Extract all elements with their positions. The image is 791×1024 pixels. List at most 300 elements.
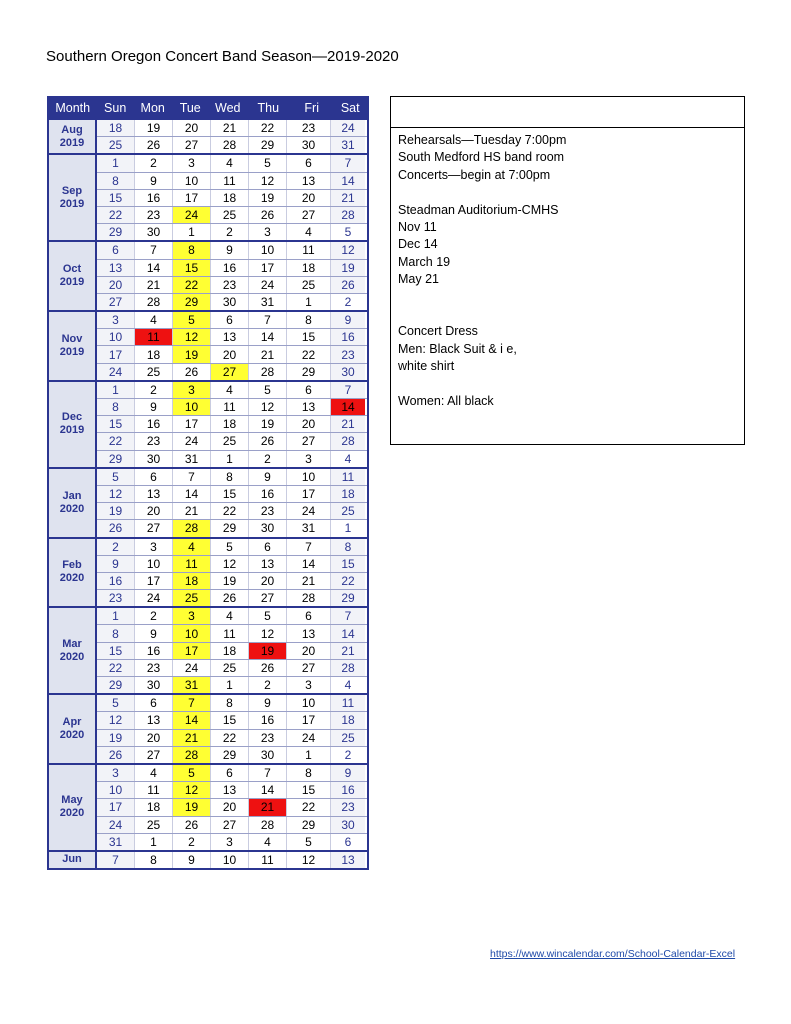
header-fri: Fri [304, 101, 319, 115]
calendar-header [49, 98, 367, 118]
week-row [97, 485, 367, 502]
day-cell: 25 [97, 137, 135, 153]
header-month: Month [55, 101, 91, 115]
day-cell: 28 [173, 747, 211, 763]
day-cell: 9 [135, 173, 173, 189]
day-cell: 10 [211, 852, 249, 868]
week-row [97, 432, 367, 449]
day-cell: 10 [97, 782, 135, 798]
day-cell: 2 [249, 451, 287, 467]
day-cell: 25 [211, 660, 249, 676]
day-cell: 27 [211, 364, 249, 380]
month-block [49, 467, 367, 537]
wincalendar-link[interactable]: https://www.wincalendar.com/School-Calendar-Excel [490, 948, 736, 960]
day-cell: 27 [97, 294, 135, 310]
day-cell: 30 [135, 451, 173, 467]
day-cell: 2 [331, 294, 365, 310]
week-row [97, 189, 367, 206]
day-cell: 7 [173, 469, 211, 485]
day-cell: 6 [287, 155, 331, 171]
month-block [49, 850, 367, 868]
week-row [97, 155, 367, 171]
day-cell: 28 [331, 660, 365, 676]
day-cell: 22 [287, 799, 331, 815]
day-cell: 22 [211, 730, 249, 746]
week-row [97, 398, 367, 415]
day-cell: 17 [249, 260, 287, 276]
week-row [97, 206, 367, 223]
day-cell: 17 [173, 416, 211, 432]
day-cell: 7 [173, 695, 211, 711]
day-cell: 10 [287, 695, 331, 711]
day-cell: 28 [135, 294, 173, 310]
day-cell: 22 [331, 573, 365, 589]
month-block [49, 763, 367, 850]
day-cell: 14 [331, 399, 365, 415]
day-cell: 29 [97, 224, 135, 240]
day-cell: 8 [97, 173, 135, 189]
info-box-header [391, 97, 744, 128]
day-cell: 6 [97, 242, 135, 258]
day-cell: 11 [331, 695, 365, 711]
day-cell: 7 [97, 852, 135, 868]
day-cell: 31 [173, 451, 211, 467]
day-cell: 7 [249, 765, 287, 781]
header-sat: Sat [340, 101, 360, 115]
day-cell: 20 [249, 573, 287, 589]
day-cell: 23 [135, 433, 173, 449]
day-cell: 26 [135, 137, 173, 153]
month-label: Jan 2020 [49, 469, 97, 537]
day-cell: 8 [331, 539, 365, 555]
day-cell: 15 [331, 556, 365, 572]
week-row [97, 276, 367, 293]
month-label: May 2020 [49, 765, 97, 850]
day-cell: 26 [249, 433, 287, 449]
day-cell: 14 [287, 556, 331, 572]
day-cell: 18 [135, 346, 173, 362]
day-cell: 17 [287, 486, 331, 502]
day-cell: 18 [173, 573, 211, 589]
day-cell: 23 [211, 277, 249, 293]
week-row [97, 695, 367, 711]
day-cell: 28 [249, 817, 287, 833]
month-block [49, 693, 367, 763]
day-cell: 20 [135, 503, 173, 519]
day-cell: 23 [331, 799, 365, 815]
week-row [97, 624, 367, 641]
day-cell: 24 [173, 433, 211, 449]
week-row [97, 382, 367, 398]
day-cell: 19 [211, 573, 249, 589]
day-cell: 29 [97, 677, 135, 693]
day-cell: 11 [211, 173, 249, 189]
day-cell: 15 [287, 329, 331, 345]
day-cell: 31 [173, 677, 211, 693]
week-row [97, 223, 367, 240]
day-cell: 15 [97, 190, 135, 206]
day-cell: 22 [211, 503, 249, 519]
day-cell: 21 [173, 503, 211, 519]
day-cell: 9 [249, 695, 287, 711]
day-cell: 20 [173, 120, 211, 136]
day-cell: 24 [173, 207, 211, 223]
month-label: Oct 2019 [49, 242, 97, 310]
day-cell: 23 [249, 503, 287, 519]
day-cell: 25 [173, 590, 211, 606]
day-cell: 11 [287, 242, 331, 258]
day-cell: 4 [211, 382, 249, 398]
month-label: Aug 2019 [49, 120, 97, 153]
day-cell: 10 [173, 399, 211, 415]
month-label: Nov 2019 [49, 312, 97, 380]
day-cell: 4 [331, 677, 365, 693]
day-cell: 5 [287, 834, 331, 850]
day-cell: 11 [135, 782, 173, 798]
day-cell: 8 [97, 399, 135, 415]
day-cell: 3 [97, 312, 135, 328]
day-cell: 31 [97, 834, 135, 850]
week-row [97, 729, 367, 746]
day-cell: 30 [249, 747, 287, 763]
day-cell: 19 [249, 643, 287, 659]
day-cell: 29 [173, 294, 211, 310]
day-cell: 18 [97, 120, 135, 136]
day-cell: 25 [287, 277, 331, 293]
day-cell: 13 [97, 260, 135, 276]
day-cell: 9 [135, 625, 173, 641]
day-cell: 26 [97, 520, 135, 536]
info-line: Concert Dress [398, 324, 478, 339]
info-line: May 21 [398, 272, 439, 287]
day-cell: 2 [135, 382, 173, 398]
day-cell: 27 [173, 137, 211, 153]
day-cell: 8 [211, 695, 249, 711]
day-cell: 23 [287, 120, 331, 136]
day-cell: 19 [331, 260, 365, 276]
day-cell: 26 [331, 277, 365, 293]
day-cell: 12 [173, 782, 211, 798]
week-row [97, 816, 367, 833]
day-cell: 21 [249, 346, 287, 362]
day-cell: 18 [211, 416, 249, 432]
month-block [49, 310, 367, 380]
header-tue: Tue [179, 101, 201, 115]
week-row [97, 345, 367, 362]
day-cell: 6 [135, 695, 173, 711]
day-cell: 4 [173, 539, 211, 555]
week-row [97, 711, 367, 728]
day-cell: 12 [97, 486, 135, 502]
day-cell: 1 [287, 294, 331, 310]
day-cell: 16 [211, 260, 249, 276]
info-line: Concerts—begin at 7:00pm [398, 167, 551, 182]
day-cell: 24 [173, 660, 211, 676]
day-cell: 2 [135, 155, 173, 171]
day-cell: 23 [135, 207, 173, 223]
day-cell: 14 [331, 625, 365, 641]
day-cell: 14 [173, 712, 211, 728]
season-calendar [47, 96, 369, 870]
day-cell: 17 [173, 190, 211, 206]
day-cell: 16 [331, 782, 365, 798]
info-line: white shirt [398, 359, 455, 374]
day-cell: 14 [135, 260, 173, 276]
day-cell: 7 [331, 382, 365, 398]
day-cell: 10 [249, 242, 287, 258]
day-cell: 8 [287, 312, 331, 328]
day-cell: 3 [173, 155, 211, 171]
day-cell: 21 [287, 573, 331, 589]
day-cell: 22 [287, 346, 331, 362]
day-cell: 5 [97, 469, 135, 485]
day-cell: 23 [97, 590, 135, 606]
day-cell: 9 [173, 852, 211, 868]
day-cell: 9 [97, 556, 135, 572]
day-cell: 1 [211, 677, 249, 693]
day-cell: 11 [331, 469, 365, 485]
day-cell: 18 [211, 190, 249, 206]
day-cell: 30 [211, 294, 249, 310]
day-cell: 9 [249, 469, 287, 485]
info-line: Women: All black [398, 394, 494, 409]
day-cell: 4 [249, 834, 287, 850]
day-cell: 26 [211, 590, 249, 606]
day-cell: 23 [249, 730, 287, 746]
day-cell: 15 [97, 416, 135, 432]
day-cell: 11 [211, 399, 249, 415]
day-cell: 4 [211, 155, 249, 171]
day-cell: 29 [211, 747, 249, 763]
week-row [97, 659, 367, 676]
day-cell: 20 [211, 799, 249, 815]
day-cell: 1 [135, 834, 173, 850]
day-cell: 16 [249, 486, 287, 502]
day-cell: 21 [249, 799, 287, 815]
info-line [398, 376, 744, 393]
day-cell: 27 [135, 520, 173, 536]
day-cell: 6 [249, 539, 287, 555]
day-cell: 24 [249, 277, 287, 293]
day-cell: 3 [173, 382, 211, 398]
day-cell: 28 [211, 137, 249, 153]
day-cell: 22 [249, 120, 287, 136]
day-cell: 16 [135, 190, 173, 206]
day-cell: 8 [135, 852, 173, 868]
day-cell: 9 [211, 242, 249, 258]
day-cell: 29 [97, 451, 135, 467]
day-cell: 12 [211, 556, 249, 572]
week-row [97, 572, 367, 589]
day-cell: 1 [97, 382, 135, 398]
month-block [49, 606, 367, 693]
day-cell: 26 [173, 817, 211, 833]
day-cell: 17 [97, 799, 135, 815]
day-cell: 5 [211, 539, 249, 555]
day-cell: 22 [97, 433, 135, 449]
week-row [97, 259, 367, 276]
day-cell: 5 [331, 224, 365, 240]
week-row [97, 136, 367, 153]
month-label: Dec 2019 [49, 382, 97, 467]
info-line: South Medford HS band room [398, 150, 565, 165]
day-cell: 12 [249, 173, 287, 189]
day-cell: 30 [135, 677, 173, 693]
day-cell: 28 [331, 207, 365, 223]
day-cell: 2 [97, 539, 135, 555]
day-cell: 25 [331, 503, 365, 519]
day-cell: 21 [173, 730, 211, 746]
month-block [49, 380, 367, 467]
day-cell: 29 [287, 817, 331, 833]
day-cell: 26 [173, 364, 211, 380]
day-cell: 20 [211, 346, 249, 362]
day-cell: 26 [97, 747, 135, 763]
day-cell: 27 [287, 207, 331, 223]
day-cell: 21 [331, 190, 365, 206]
day-cell: 1 [287, 747, 331, 763]
day-cell: 30 [331, 817, 365, 833]
week-row [97, 852, 367, 868]
day-cell: 18 [135, 799, 173, 815]
day-cell: 19 [173, 799, 211, 815]
week-row [97, 328, 367, 345]
month-label: Jun [49, 852, 97, 868]
day-cell: 4 [135, 765, 173, 781]
day-cell: 13 [287, 625, 331, 641]
day-cell: 25 [211, 433, 249, 449]
week-row [97, 450, 367, 467]
day-cell: 3 [249, 224, 287, 240]
day-cell: 6 [331, 834, 365, 850]
day-cell: 31 [287, 520, 331, 536]
day-cell: 24 [331, 120, 365, 136]
day-cell: 15 [97, 643, 135, 659]
day-cell: 22 [173, 277, 211, 293]
week-row [97, 608, 367, 624]
week-row [97, 589, 367, 606]
day-cell: 26 [249, 660, 287, 676]
info-line [398, 306, 744, 323]
day-cell: 3 [173, 608, 211, 624]
day-cell: 29 [287, 364, 331, 380]
week-row [97, 798, 367, 815]
header-thu: Thu [257, 101, 280, 115]
day-cell: 2 [135, 608, 173, 624]
day-cell: 16 [135, 643, 173, 659]
week-row [97, 502, 367, 519]
day-cell: 5 [249, 608, 287, 624]
day-cell: 13 [135, 486, 173, 502]
day-cell: 10 [173, 625, 211, 641]
day-cell: 27 [287, 433, 331, 449]
day-cell: 24 [287, 503, 331, 519]
week-row [97, 469, 367, 485]
week-row [97, 781, 367, 798]
day-cell: 23 [331, 346, 365, 362]
week-row [97, 833, 367, 850]
month-block [49, 537, 367, 607]
day-cell: 4 [211, 608, 249, 624]
header-mon: Mon [140, 101, 165, 115]
day-cell: 11 [135, 329, 173, 345]
month-block [49, 118, 367, 153]
day-cell: 20 [135, 730, 173, 746]
day-cell: 4 [135, 312, 173, 328]
day-cell: 16 [249, 712, 287, 728]
day-cell: 3 [287, 677, 331, 693]
day-cell: 4 [331, 451, 365, 467]
month-label: Sep 2019 [49, 155, 97, 240]
day-cell: 2 [173, 834, 211, 850]
day-cell: 30 [135, 224, 173, 240]
day-cell: 24 [97, 364, 135, 380]
day-cell: 9 [331, 312, 365, 328]
day-cell: 12 [97, 712, 135, 728]
info-line: Rehearsals—Tuesday 7:00pm [398, 133, 567, 147]
day-cell: 7 [331, 608, 365, 624]
day-cell: 8 [287, 765, 331, 781]
day-cell: 25 [135, 364, 173, 380]
day-cell: 20 [287, 190, 331, 206]
day-cell: 23 [135, 660, 173, 676]
day-cell: 15 [173, 260, 211, 276]
day-cell: 7 [331, 155, 365, 171]
day-cell: 8 [211, 469, 249, 485]
day-cell: 10 [97, 329, 135, 345]
week-row [97, 746, 367, 763]
day-cell: 20 [97, 277, 135, 293]
day-cell: 18 [211, 643, 249, 659]
day-cell: 5 [173, 312, 211, 328]
day-cell: 7 [135, 242, 173, 258]
day-cell: 13 [211, 782, 249, 798]
day-cell: 6 [211, 312, 249, 328]
day-cell: 10 [287, 469, 331, 485]
day-cell: 9 [331, 765, 365, 781]
day-cell: 5 [249, 382, 287, 398]
info-line [398, 184, 744, 201]
day-cell: 14 [173, 486, 211, 502]
month-block [49, 153, 367, 240]
day-cell: 8 [173, 242, 211, 258]
month-label: Mar 2020 [49, 608, 97, 693]
day-cell: 5 [97, 695, 135, 711]
info-line: Dec 14 [398, 237, 438, 252]
day-cell: 6 [135, 469, 173, 485]
day-cell: 28 [249, 364, 287, 380]
day-cell: 5 [249, 155, 287, 171]
day-cell: 5 [173, 765, 211, 781]
info-line [398, 289, 744, 306]
day-cell: 14 [331, 173, 365, 189]
day-cell: 11 [211, 625, 249, 641]
day-cell: 3 [287, 451, 331, 467]
day-cell: 31 [331, 137, 365, 153]
day-cell: 24 [287, 730, 331, 746]
day-cell: 29 [331, 590, 365, 606]
day-cell: 15 [287, 782, 331, 798]
day-cell: 6 [287, 608, 331, 624]
day-cell: 30 [249, 520, 287, 536]
day-cell: 25 [135, 817, 173, 833]
week-row [97, 519, 367, 536]
day-cell: 21 [211, 120, 249, 136]
day-cell: 27 [135, 747, 173, 763]
day-cell: 28 [331, 433, 365, 449]
day-cell: 25 [331, 730, 365, 746]
day-cell: 30 [287, 137, 331, 153]
